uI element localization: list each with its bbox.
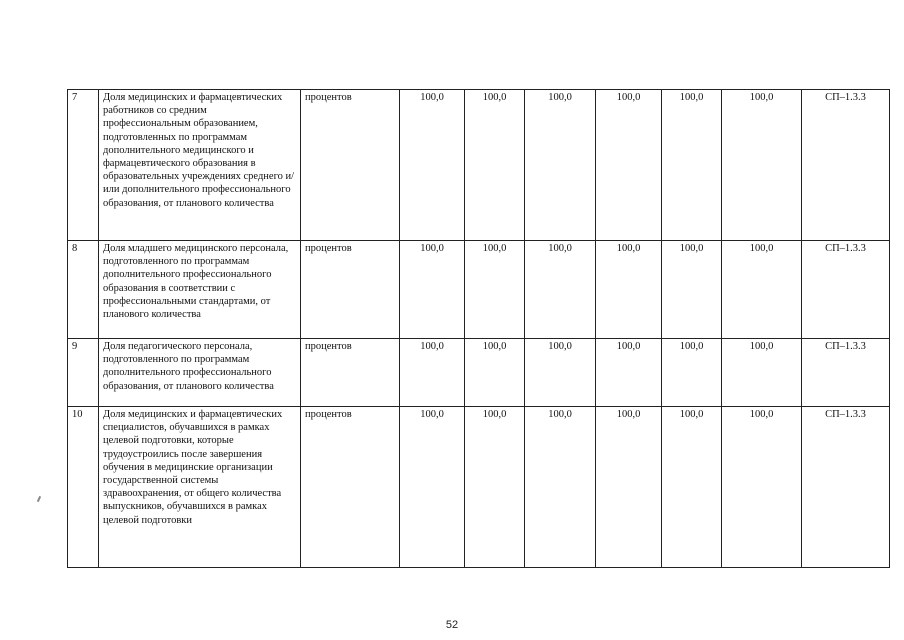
page-number: 52: [445, 619, 459, 631]
value-cell: 100,0: [525, 339, 596, 407]
value-cell: 100,0: [662, 407, 722, 568]
table-row: [68, 339, 890, 407]
value-cell: 100,0: [525, 241, 596, 339]
value-cell: 100,0: [596, 407, 662, 568]
indicator-description: Доля медицинских и фармацевтических специалистов, обучавшихся в рамках целевой подготовки, которые трудоустроились после завершения обучения в медицинские организации государственной системы здравоохранения, от общего количества выпускников, обучавшихся в рамках целевой подготовки: [99, 407, 301, 568]
row-number: 7: [68, 90, 99, 241]
table-row: [68, 407, 890, 568]
value-cell: 100,0: [400, 339, 465, 407]
value-cell: 100,0: [662, 90, 722, 241]
value-cell: 100,0: [722, 407, 802, 568]
value-cell: 100,0: [465, 241, 525, 339]
value-cell: 100,0: [596, 339, 662, 407]
unit-cell: процентов: [301, 241, 400, 339]
row-number: 10: [68, 407, 99, 568]
code-cell: СП–1.3.3: [802, 339, 890, 407]
value-cell: 100,0: [465, 90, 525, 241]
unit-cell: процентов: [301, 339, 400, 407]
value-cell: 100,0: [722, 90, 802, 241]
row-number: 9: [68, 339, 99, 407]
value-cell: 100,0: [400, 241, 465, 339]
value-cell: 100,0: [525, 90, 596, 241]
value-cell: 100,0: [596, 90, 662, 241]
table-row: [68, 90, 890, 241]
value-cell: 100,0: [722, 241, 802, 339]
scan-speck: [37, 496, 41, 502]
table-row: [68, 241, 890, 339]
indicator-description: Доля педагогического персонала, подготовленного по программам дополнительного профессионального образования, от планового количества: [99, 339, 301, 407]
value-cell: 100,0: [662, 339, 722, 407]
code-cell: СП–1.3.3: [802, 407, 890, 568]
value-cell: 100,0: [722, 339, 802, 407]
value-cell: 100,0: [465, 339, 525, 407]
value-cell: 100,0: [465, 407, 525, 568]
unit-cell: процентов: [301, 407, 400, 568]
code-cell: СП–1.3.3: [802, 90, 890, 241]
value-cell: 100,0: [525, 407, 596, 568]
indicator-description: Доля младшего медицинского персонала, подготовленного по программам дополнительного профессионального образования в соответствии с профессиональными стандартами, от планового количества: [99, 241, 301, 339]
value-cell: 100,0: [662, 241, 722, 339]
value-cell: 100,0: [400, 90, 465, 241]
value-cell: 100,0: [596, 241, 662, 339]
value-cell: 100,0: [400, 407, 465, 568]
row-number: 8: [68, 241, 99, 339]
indicators-table: [67, 89, 890, 568]
unit-cell: процентов: [301, 90, 400, 241]
indicator-description: Доля медицинских и фармацевтических работников со средним профессиональным образованием, подготовленных по программам дополнительного медицинского и фармацевтического образования в образовательных учреждениях среднего и/или дополнительного профессионального образования, от планового количества: [99, 90, 301, 241]
code-cell: СП–1.3.3: [802, 241, 890, 339]
